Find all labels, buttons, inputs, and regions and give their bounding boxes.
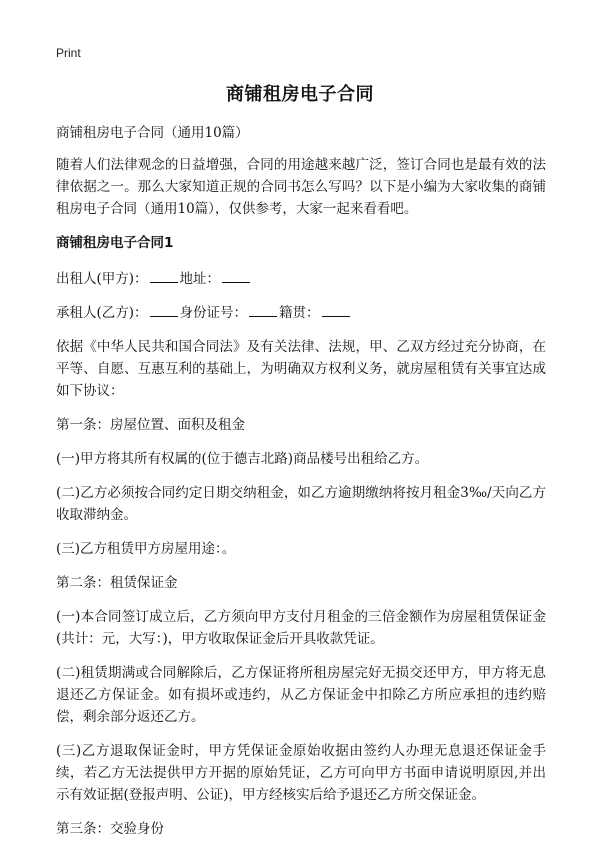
section-heading: 商铺租房电子合同1 <box>56 235 174 251</box>
lessee-id-blank <box>249 302 277 317</box>
lessee-id-label: 身份证号： <box>179 305 248 321</box>
basis-paragraph: 依据《中华人民共和国合同法》及有关法律、法规，甲、乙双方经过充分协商，在平等、自愿、互惠互利的基础上，为明确双方权利义务，就房屋租赁有关事宜达成如下协议： <box>56 339 546 399</box>
article2-item3: (三)乙方退取保证金时，甲方凭保证金原始收据由签约人办理无息退还保证金手续，若乙方无法提供甲方开据的原始凭证，乙方可向甲方书面申请说明原因,并出示有效证据(登报声明、公证)，甲方经核实后给予退还乙方所交保证金。 <box>56 743 546 803</box>
article1-title: 第一条：房屋位置、面积及租金 <box>56 417 245 433</box>
article3-title: 第三条：交验身份 <box>56 821 164 837</box>
article2-title: 第二条：租赁保证金 <box>56 575 178 591</box>
lessee-line <box>56 302 546 324</box>
lessee-blank <box>150 302 178 317</box>
lessor-address-label: 地址： <box>179 271 221 287</box>
article1-item2: (二)乙方必须按合同约定日期交纳租金，如乙方逾期缴纳将按月租金3‰/天向乙方收取滞纳金。 <box>56 485 546 523</box>
lessor-blank <box>150 268 178 283</box>
article1-item3: (三)乙方租赁甲方房屋用途：。 <box>56 541 236 557</box>
print-label: Print <box>56 46 81 60</box>
document-body <box>56 122 546 852</box>
lessee-label: 承租人(乙方)： <box>56 305 148 321</box>
lessor-line <box>56 268 546 290</box>
lessor-label: 出租人(甲方)： <box>56 271 148 287</box>
document-subtitle: 商铺租房电子合同（通用10篇） <box>56 125 249 141</box>
article2-item2: (二)租赁期满或合同解除后，乙方保证将所租房屋完好无损交还甲方，甲方将无息退还乙方保证金。如有损坏或违约，从乙方保证金中扣除乙方所应承担的违约赔偿，剩余部分返还乙方。 <box>56 665 546 725</box>
intro-paragraph: 随着人们法律观念的日益增强，合同的用途越来越广泛，签订合同也是最有效的法律依据之一。那么大家知道正规的合同书怎么写吗？以下是小编为大家收集的商铺租房电子合同（通用10篇），仅供参考，大家一起来看看吧。 <box>56 157 546 217</box>
article1-item1: (一)甲方将其所有权属的(位于德吉北路)商品楼号出租给乙方。 <box>56 451 429 467</box>
article2-item1: (一)本合同签订成立后，乙方须向甲方支付月租金的三倍金额作为房屋租赁保证金(共计：元，大写：)，甲方收取保证金后开具收款凭证。 <box>56 609 546 647</box>
document-title: 商铺租房电子合同 <box>226 84 374 105</box>
lessee-origin-label: 籍贯： <box>279 305 320 321</box>
lessor-address-blank <box>222 268 250 283</box>
lessee-origin-blank <box>322 302 350 317</box>
